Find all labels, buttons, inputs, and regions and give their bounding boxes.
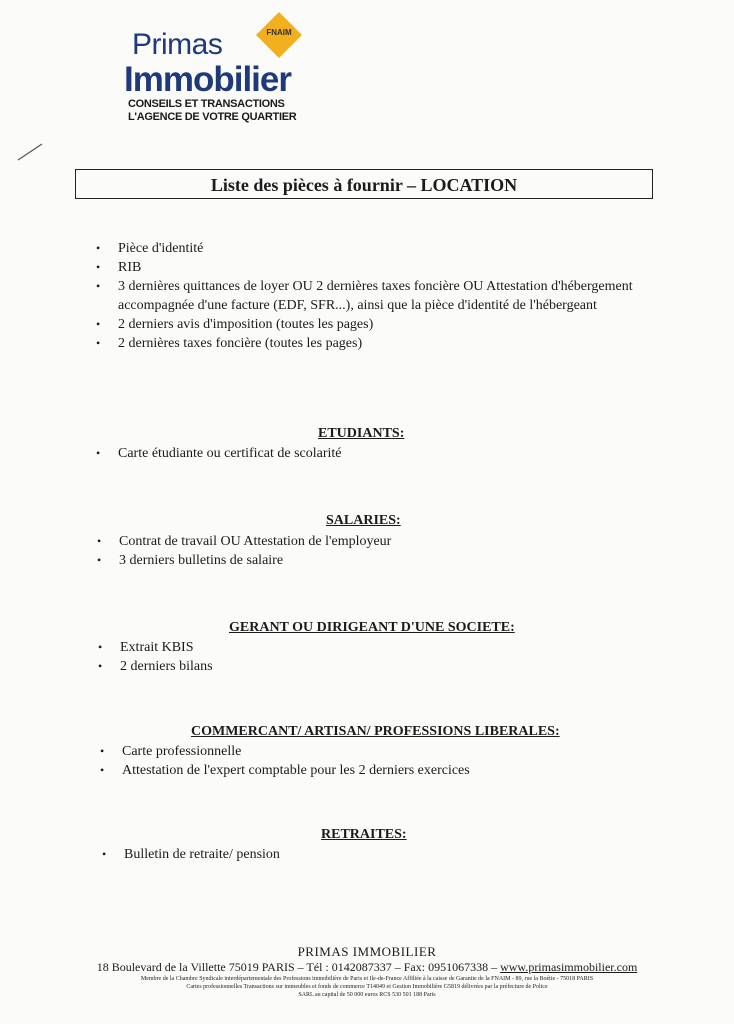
gerant-list [98,638,688,676]
page-title-box [75,169,653,199]
list-item: • 3 derniers bulletins de salaire [97,551,687,570]
salaries-list [97,532,687,570]
footer-company: PRIMAS IMMOBILIER [297,944,437,959]
list-item: • 2 derniers avis d'imposition (toutes les pages) [96,315,686,334]
page-title: Liste des pièces à fournir – LOCATION [210,175,518,195]
etudiants-list [96,444,686,463]
list-item: • 2 dernières taxes foncière (toutes les pages) [96,334,686,353]
tagline-2: L'AGENCE DE VOTRE QUARTIER [128,111,297,123]
footer-address: 18 Boulevard de la Villette 75019 PARIS – Tél : 0142087337 – Fax: 0951067338 – [96,960,501,974]
footer-legal-line: SARL au capital de 50 000 euros RCS 530 501 188 Paris [298,992,436,998]
section-heading-gerant: GERANT OU DIRIGEANT D'UNE SOCIETE: [229,620,515,635]
list-item: • Attestation de l'expert comptable pour les 2 derniers exercices [100,761,690,780]
list-item: • Carte professionnelle [100,742,690,761]
section-heading-retraites: RETRAITES: [321,827,407,842]
pen-stroke-mark [16,142,44,162]
footer-legal [0,975,734,999]
tagline-1: CONSEILS ET TRANSACTIONS [128,98,285,110]
section-heading-salaries: SALARIES: [326,513,401,528]
list-item: • 2 derniers bilans [98,657,688,676]
footer-legal-line: Membre de la Chambre Syndicale interdépartementale des Professions immobilière de Paris et Ile-de-France Affiliée à la caisse de Garantie de la FNAIM - 89, rue la Boétie - 75018 PARIS [140,976,594,982]
footer-website-link[interactable]: www.primasimmobilier.com [500,960,638,974]
section-heading-etudiants: ETUDIANTS: [318,426,405,441]
general-documents-list [96,239,686,353]
list-item: • Bulletin de retraite/ pension [102,845,692,864]
footer-legal-line: Cartes professionnelles Transactions sur immeubles et fonds de commerce T14049 et Gestion Immobilière G5819 délivrées par la préfecture de Police [186,984,548,990]
list-item: • Contrat de travail OU Attestation de l'employeur [97,532,687,551]
list-item: • Carte étudiante ou certificat de scolarité [96,444,686,463]
list-item: • Pièce d'identité [96,239,686,258]
brand-line-2: Immobilier [124,60,291,99]
list-item: • Extrait KBIS [98,638,688,657]
footer-address-line [0,960,734,975]
fnaim-badge-label: FNAIM [266,28,292,37]
list-item: • RIB [96,258,686,277]
list-item: • 3 dernières quittances de loyer OU 2 dernières taxes foncière OU Attestation d'hébergement accompagnée d'une facture (EDF, SFR...), ainsi que la pièce d'identité de l'hébergeant [96,277,686,315]
brand-line-1: Primas [132,28,223,61]
retraites-list [102,845,692,864]
commercant-list [100,742,690,780]
agency-logo [124,10,314,130]
section-heading-commercant: COMMERCANT/ ARTISAN/ PROFESSIONS LIBERALES: [191,724,560,739]
